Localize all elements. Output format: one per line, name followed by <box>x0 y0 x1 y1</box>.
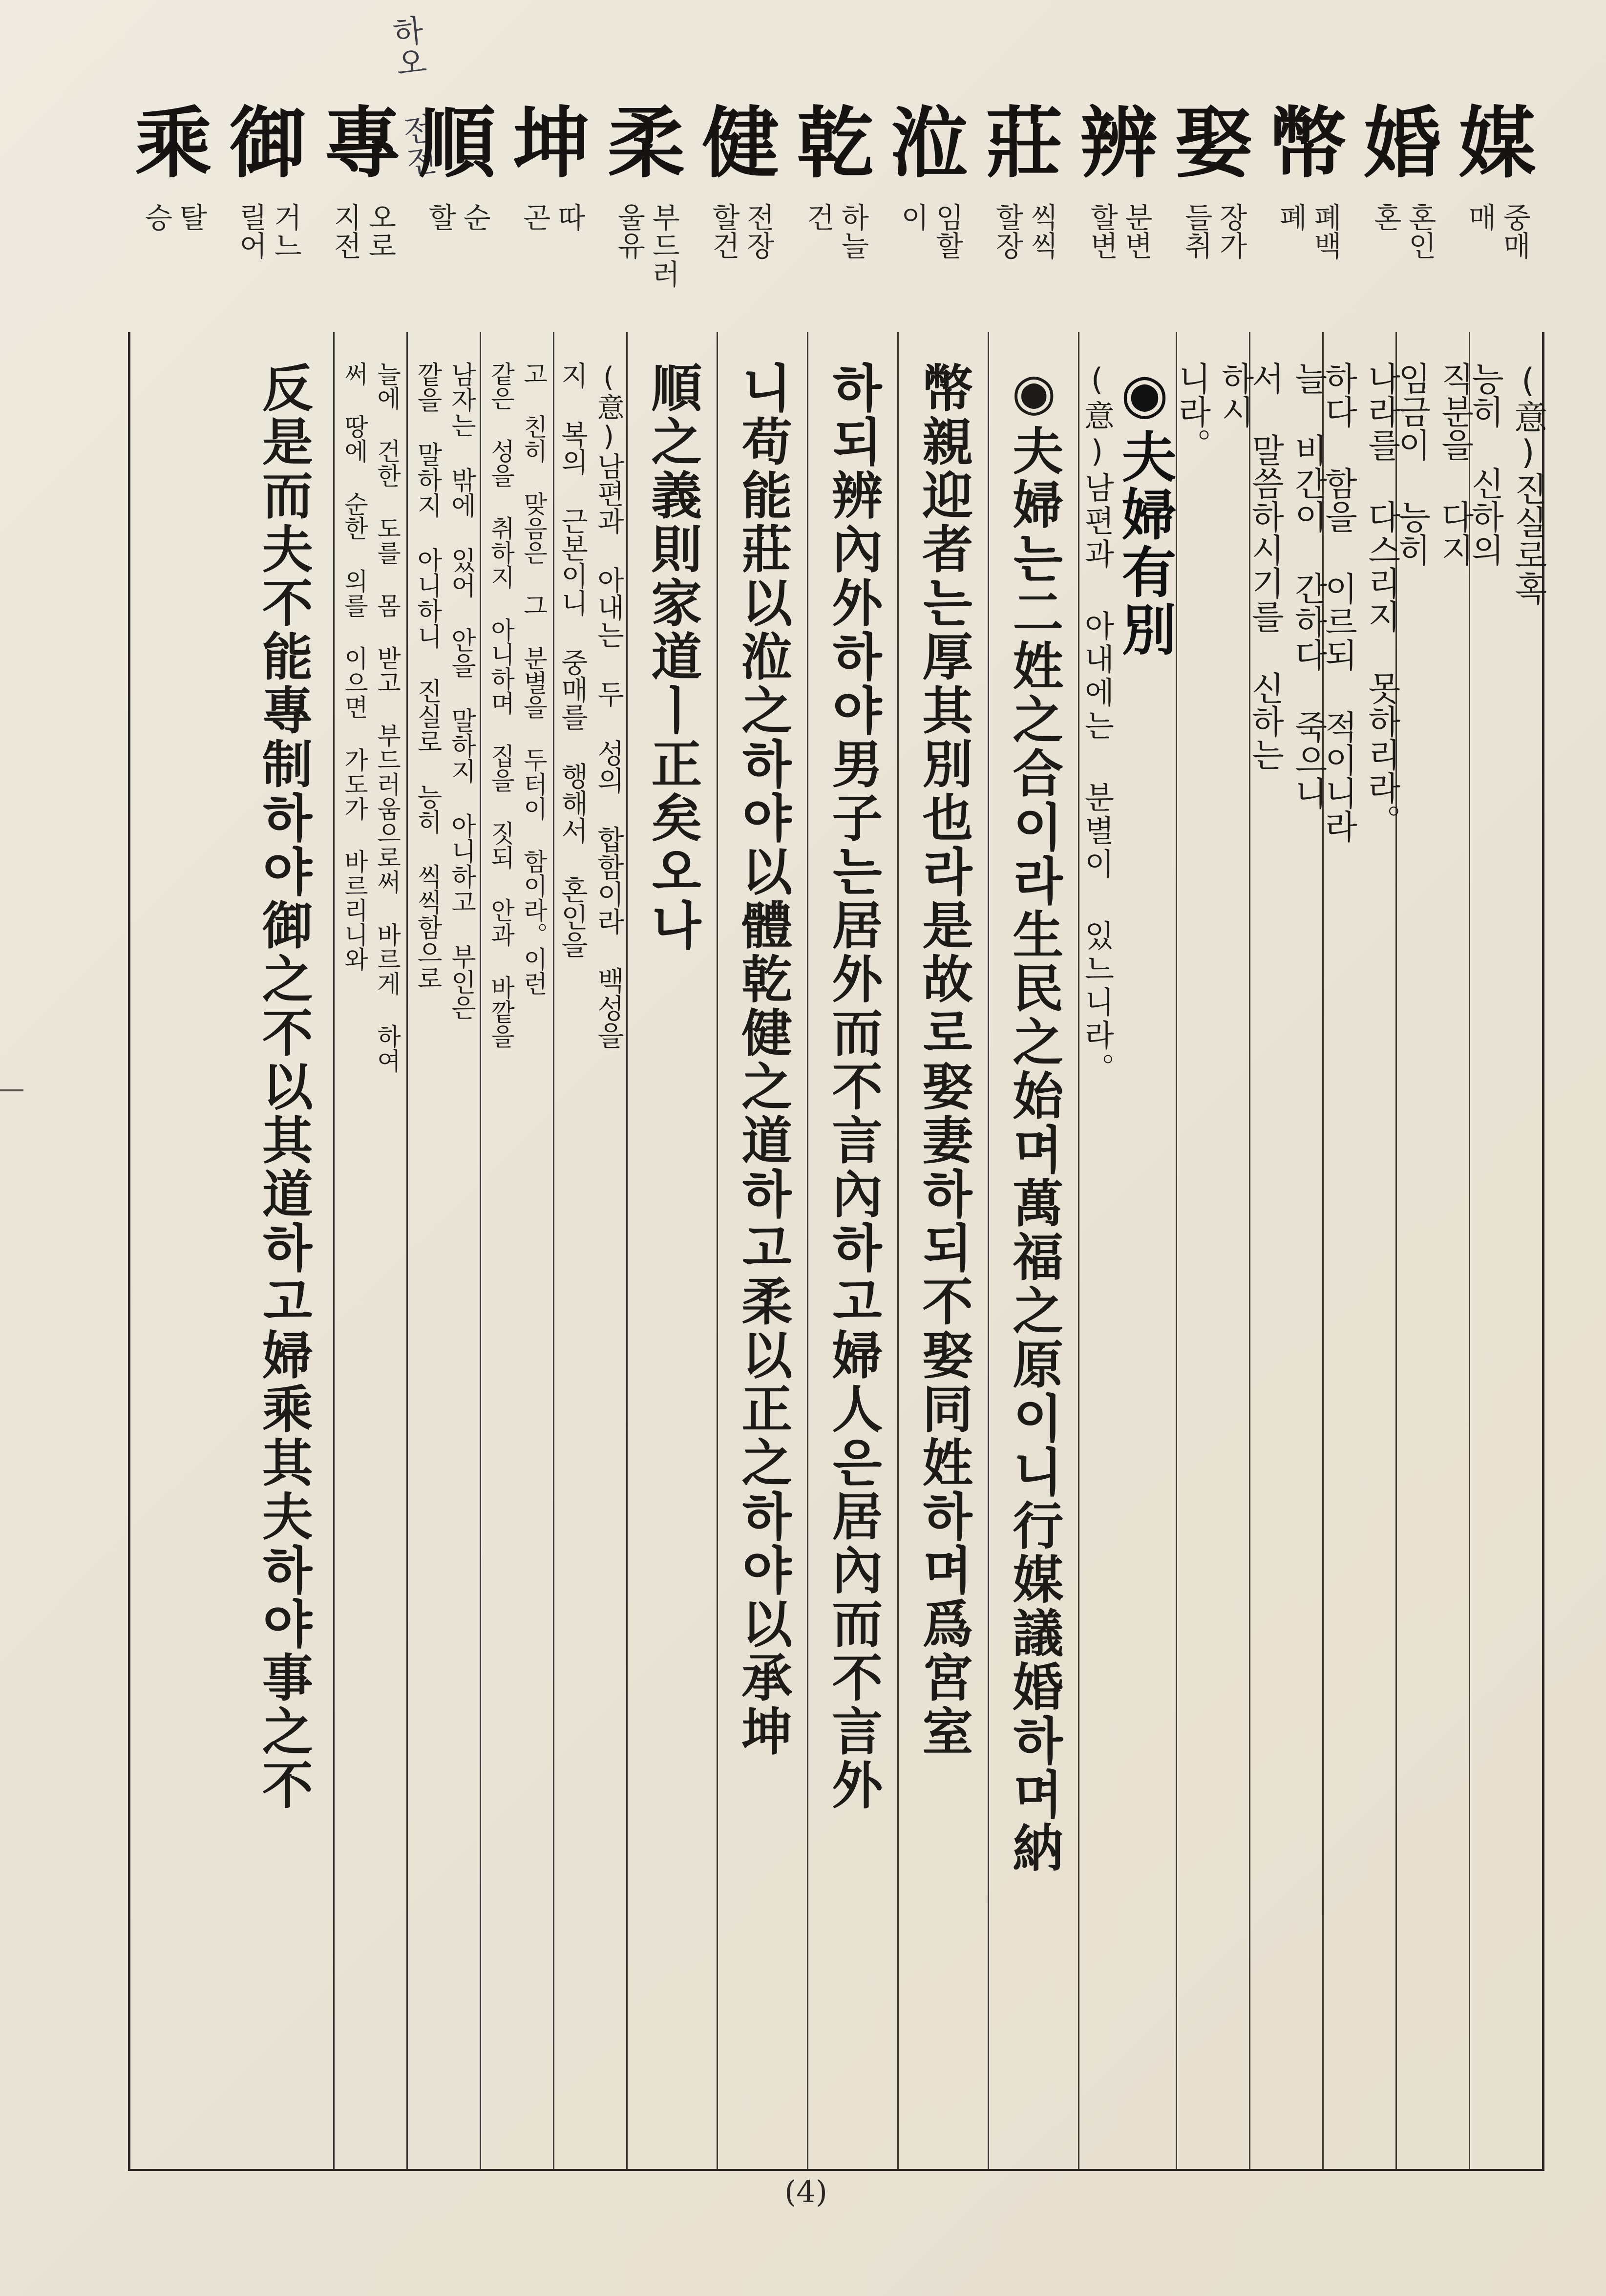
text-column <box>553 332 626 2169</box>
vocab-reading-line: 할변 <box>1085 203 1119 259</box>
text-column <box>897 332 988 2169</box>
column-line: 하다 함을 이르되 적이니라 <box>1319 361 1358 843</box>
column-line: 順之義則家道ㅣ正矣오나 <box>642 361 703 953</box>
column-line: 고 친히 맞음은 그 분별을 두터이 함이라。이런 <box>519 361 548 996</box>
column-line: 깥을 말하지 아니하니 진실로 능히 씩씩함으로 <box>412 361 442 991</box>
column-line: 니라。 <box>1172 361 1211 461</box>
vocab-reading <box>992 203 1057 259</box>
page-number: (4) <box>784 2174 827 2210</box>
vocab-entry <box>416 98 499 325</box>
vocab-reading-line: 장가 <box>1214 203 1248 259</box>
text-column <box>717 332 807 2169</box>
text-column <box>233 332 333 2169</box>
vocab-reading-line: 씩씩 <box>1025 203 1058 259</box>
column-line: 직분을 다지 <box>1435 361 1474 566</box>
vocab-reading-line: 울유 <box>612 203 646 259</box>
text-column <box>406 332 480 2169</box>
vocab-entry <box>321 98 404 325</box>
column-line: 써 땅에 순한 의를 이으면 가도가 바르리니와 <box>340 361 369 971</box>
vocab-hanja: 媒 <box>1458 98 1536 189</box>
vocab-hanja: 婚 <box>1364 98 1441 189</box>
vocabulary-strip <box>132 98 1539 325</box>
vocab-reading-line: 하늘 <box>836 203 869 259</box>
column-line: ◉夫婦有別 <box>1112 361 1177 659</box>
vocab-entry <box>132 98 215 325</box>
column-line: 反是而夫不能專制하야御之不以其道하고婦乘其夫하야事之不 <box>253 361 314 1812</box>
vocab-reading <box>1276 203 1340 259</box>
vocab-entry <box>699 98 782 325</box>
column-grid <box>130 332 1547 2169</box>
text-column <box>1319 332 1401 2169</box>
vocab-reading <box>1465 203 1529 259</box>
vocab-hanja: 順 <box>418 98 496 189</box>
vocab-reading-line: 혼인 <box>1403 203 1437 259</box>
vocab-reading-line: 승 <box>140 203 173 231</box>
vocab-entry <box>227 98 310 325</box>
vocab-entry <box>510 98 593 325</box>
vocab-reading-line: 들취 <box>1180 203 1213 259</box>
vocab-hanja: 專 <box>324 98 402 189</box>
text-column <box>988 332 1078 2169</box>
vocab-reading-line: 지전 <box>329 203 362 259</box>
vocab-reading-line: 부드러 <box>647 203 680 288</box>
text-column <box>807 332 897 2169</box>
vocab-reading <box>708 203 773 259</box>
vocab-reading-line: 매 <box>1463 203 1497 231</box>
vocab-reading-line: 중매 <box>1498 203 1531 259</box>
vocab-reading-line: 릴어 <box>234 203 268 259</box>
vocab-hanja: 辨 <box>1080 98 1158 189</box>
vocab-hanja: 涖 <box>891 98 969 189</box>
column-line: 서 말씀하시기를 신하는 <box>1246 361 1285 771</box>
text-column <box>1465 332 1547 2169</box>
vocab-reading-line: 건 <box>801 203 835 231</box>
vocab-reading-line: 거느 <box>269 203 302 259</box>
vocab-entry <box>1456 98 1539 325</box>
column-line: (意)진실로혹 <box>1508 361 1547 605</box>
vocab-reading <box>803 203 867 259</box>
column-line: 幣親迎者는厚其別也라是故로娶妻하되不娶同姓하며爲宮室 <box>913 361 974 1759</box>
column-line: 나라를 다스리지 못하리라。 <box>1362 361 1401 837</box>
vocab-reading <box>1181 203 1246 259</box>
vocab-entry <box>1267 98 1350 325</box>
vocab-reading-line: 할 <box>423 203 457 231</box>
text-column <box>1172 332 1254 2169</box>
vocab-reading-line: 임할 <box>930 203 964 259</box>
column-line: 니苟能莊以涖之하야以體乾健之道하고柔以正之하야以承坤 <box>733 361 793 1759</box>
vocab-reading-line: 분변 <box>1120 203 1153 259</box>
text-column <box>1246 332 1328 2169</box>
column-line: ◉夫婦는二姓之合이라生民之始며萬福之原이니行媒議婚하며納 <box>1004 361 1064 1875</box>
text-frame <box>128 332 1547 2171</box>
column-line: 임금이 능히 <box>1392 361 1431 566</box>
vocab-reading-line: 순 <box>458 203 491 231</box>
vocab-reading-line: 따 <box>552 203 586 231</box>
margin-line <box>0 1089 23 1091</box>
handwritten-annotation: 하오 전전 <box>385 14 439 178</box>
vocab-reading <box>330 203 395 259</box>
vocab-reading-line: 오로 <box>363 203 397 259</box>
vocab-entry <box>605 98 688 325</box>
vocab-reading-line: 혼 <box>1369 203 1402 231</box>
vocab-reading <box>1087 203 1151 259</box>
text-column <box>1078 332 1176 2169</box>
vocab-reading <box>519 203 584 231</box>
vocab-hanja: 坤 <box>513 98 591 189</box>
vocab-hanja: 莊 <box>986 98 1063 189</box>
vocab-hanja: 健 <box>702 98 780 189</box>
vocab-entry <box>794 98 877 325</box>
vocab-reading <box>236 203 300 259</box>
vocab-entry <box>1172 98 1255 325</box>
vocab-reading-line: 전장 <box>741 203 775 259</box>
column-line: 하시 <box>1215 361 1254 428</box>
column-line: (意)남편과 아내는 두 성의 합함이라 백성을 <box>592 361 625 1049</box>
vocab-entry <box>888 98 972 325</box>
vocab-reading <box>614 203 678 288</box>
vocab-reading <box>425 203 489 231</box>
text-column <box>626 332 717 2169</box>
vocab-hanja: 柔 <box>607 98 685 189</box>
vocab-reading-line: 탈 <box>174 203 208 231</box>
vocab-reading <box>898 203 962 259</box>
vocab-entry <box>983 98 1066 325</box>
vocab-reading-line: 이 <box>896 203 930 231</box>
column-line: 하되辨內外하야男子는居外而不言內하고婦人은居內而不言外 <box>823 361 884 1812</box>
text-column <box>480 332 553 2169</box>
vocab-hanja: 乘 <box>135 98 212 189</box>
text-column <box>333 332 406 2169</box>
vocab-hanja: 乾 <box>796 98 874 189</box>
vocab-reading <box>1370 203 1435 259</box>
text-column <box>1392 332 1474 2169</box>
vocab-hanja: 娶 <box>1175 98 1252 189</box>
vocab-reading <box>141 203 206 231</box>
vocab-reading-line: 할장 <box>991 203 1024 259</box>
column-line: 지 복의 근본이니 중매를 행해서 혼인을 <box>556 361 589 958</box>
vocab-reading-line: 곤 <box>518 203 551 231</box>
column-line: 늘에 건한 도를 몸 받고 부드러움으로써 바르게 하여 <box>373 361 402 1073</box>
column-line: 능히 신하의 <box>1465 361 1504 566</box>
column-line: (意)남편과 아내에는 분별이 있느니라。 <box>1079 361 1115 1086</box>
vocab-reading-line: 폐 <box>1274 203 1308 231</box>
vocab-reading-line: 할건 <box>707 203 740 259</box>
column-line: 남자는 밖에 있어 안을 말하지 아니하고 부인은 <box>446 361 476 1020</box>
vocab-entry <box>1361 98 1444 325</box>
vocab-entry <box>1078 98 1161 325</box>
column-line: 늘 비간이 간하다 죽으니 <box>1289 361 1328 809</box>
column-line: 같은 성을 취하지 아니하며 집을 짓되 안과 바깥을 <box>486 361 515 1048</box>
vocab-reading-line: 폐백 <box>1309 203 1342 259</box>
vocab-hanja: 幣 <box>1269 98 1347 189</box>
vocab-hanja: 御 <box>229 98 307 189</box>
